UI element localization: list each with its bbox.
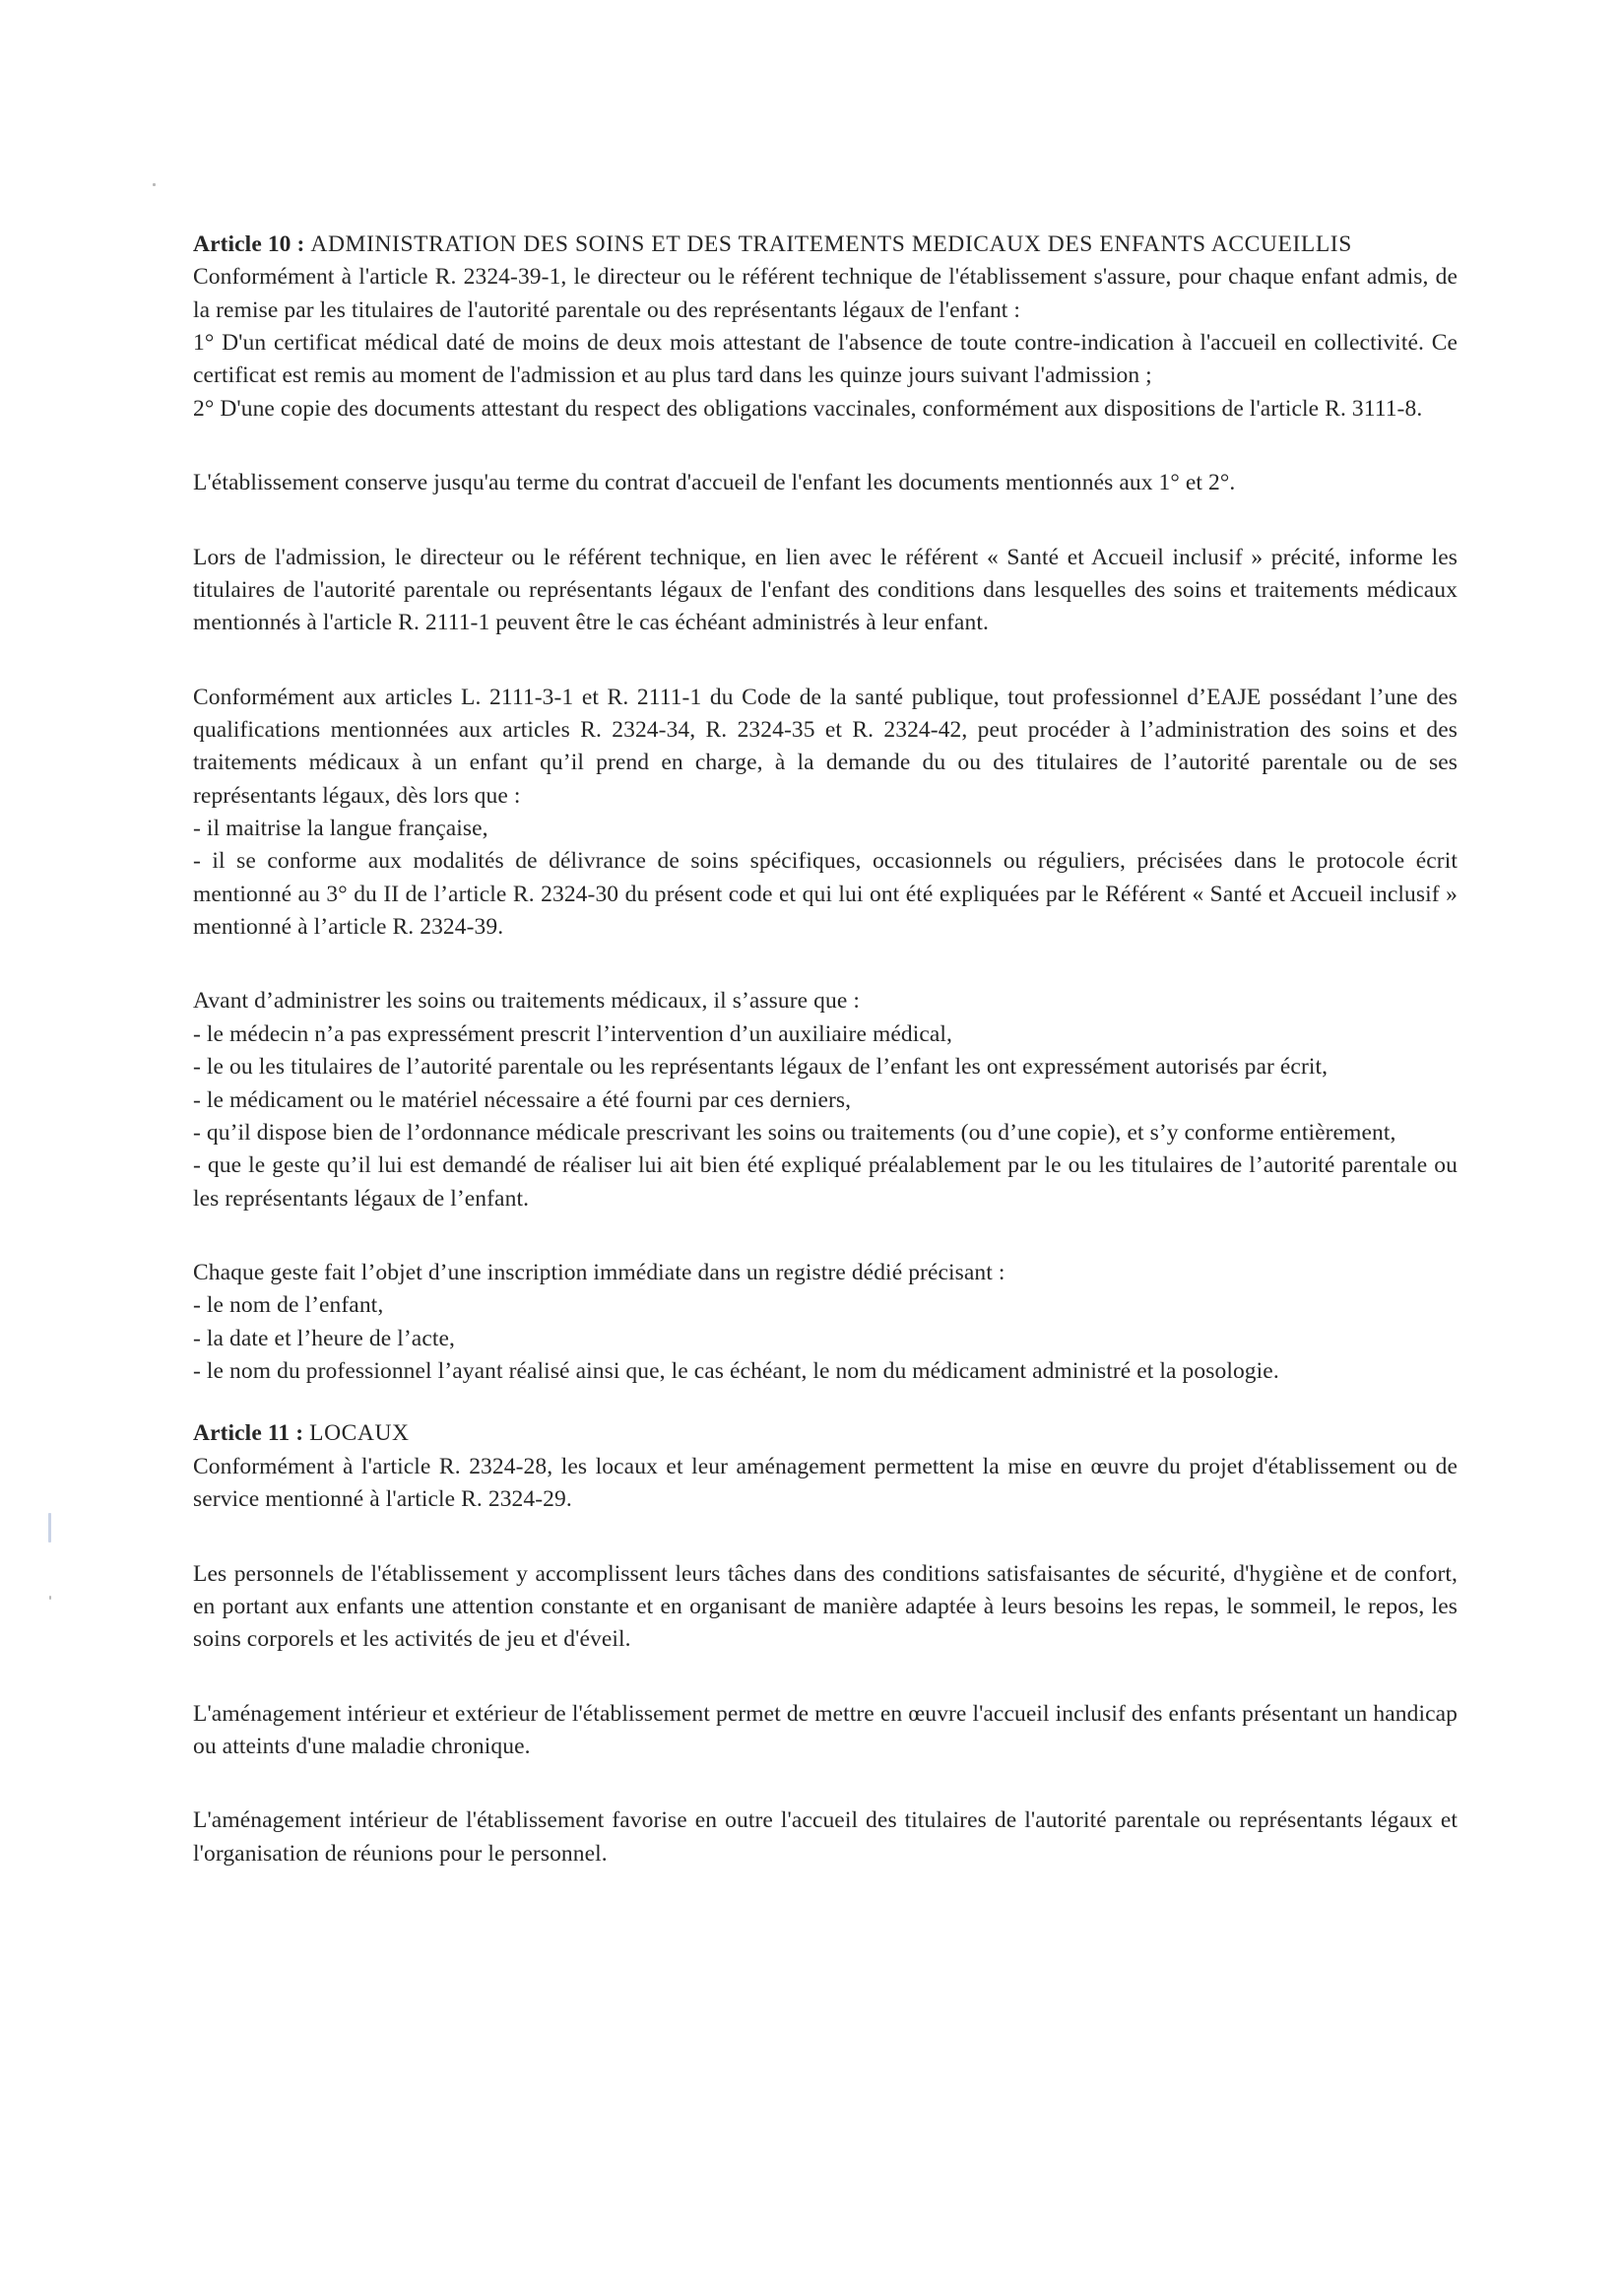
article-10-title: ADMINISTRATION DES SOINS ET DES TRAITEMENTS MEDICAUX DES ENFANTS ACCUEILLIS <box>310 231 1352 257</box>
article-10-paragraph-2: L'établissement conserve jusqu'au terme du contrat d'accueil de l'enfant les documents mentionnés aux 1° et 2°. <box>193 470 1236 496</box>
article-11-label: Article 11 : <box>193 1420 304 1447</box>
list-item: - qu’il dispose bien de l’ordonnance médicale prescrivant les soins ou traitements (ou d’une copie), et s’y conforme entièrement, <box>193 1119 1396 1146</box>
article-11-heading <box>193 1417 1458 1450</box>
list-item: - que le geste qu’il lui est demandé de réaliser lui ait bien été expliqué préalablement par le ou les titulaires de l’autorité parentale ou les représentants légaux de l’enfant. <box>193 1152 1458 1212</box>
list-item: - le médicament ou le matériel nécessaire a été fourni par ces derniers, <box>193 1086 852 1113</box>
list-item: - le ou les titulaires de l’autorité parentale ou les représentants légaux de l’enfant les ont expressément autorisés par écrit, <box>193 1054 1329 1081</box>
article-10-label: Article 10 : <box>193 231 305 257</box>
paragraph-intro: Conformément à l'article R. 2324-39-1, le directeur ou le référent technique de l'établissement s'assure, pour chaque enfant admis, de la remise par les titulaires de l'autorité parentale ou des représentants légaux de l'enfant : <box>193 264 1458 323</box>
article-10-heading <box>193 229 1458 261</box>
list-item: - le nom de l’enfant, <box>193 1292 384 1319</box>
paragraph-intro: Conformément aux articles L. 2111-3-1 et R. 2111-1 du Code de la santé publique, tout professionnel d’EAJE possédant l’une des qualifications mentionnées aux articles R. 2324-34, R. 2324-35 et R. 2324-42, peut procéder à l’administration des soins et des traitements médicaux à un enfant qu’il prend en charge, à la demande du ou des titulaires de l’autorité parentale ou de ses représentants légaux, dès lors que : <box>193 684 1458 809</box>
scan-artifact-small <box>49 1596 51 1600</box>
article-11-title: LOCAUX <box>309 1420 410 1447</box>
list-item: - le nom du professionnel l’ayant réalisé ainsi que, le cas échéant, le nom du médicament administré et la posologie. <box>193 1358 1279 1385</box>
list-item: - le médecin n’a pas expressément prescrit l’intervention d’un auxiliaire médical, <box>193 1020 952 1047</box>
scan-artifact-margin <box>48 1513 51 1542</box>
document-body <box>193 229 1458 1912</box>
scan-artifact-top <box>153 183 156 186</box>
article-11-paragraph-3: L'aménagement intérieur et extérieur de l'établissement permet de mettre en œuvre l'accueil inclusif des enfants présentant un handicap ou atteints d'une maladie chronique. <box>193 1700 1458 1759</box>
article-10-paragraph-5 <box>193 985 1458 1215</box>
list-item: - la date et l’heure de l’acte, <box>193 1325 456 1351</box>
list-item-certificat: 1° D'un certificat médical daté de moins de deux mois attestant de l'absence de toute contre-indication à l'accueil en collectivité. Ce certificat est remis au moment de l'admission et au plus tard dans les quinze jours suivant l'admission ; <box>193 330 1458 389</box>
article-11-paragraph-2: Les personnels de l'établissement y accomplissent leurs tâches dans des conditions satisfaisantes de sécurité, d'hygiène et de confort, en portant aux enfants une attention constante et en organisant de manière adaptée à leurs besoins les repas, le sommeil, le repos, les soins corporels et les activités de jeu et d'éveil. <box>193 1560 1458 1653</box>
list-item-vaccinations: 2° D'une copie des documents attestant du respect des obligations vaccinales, conformément aux dispositions de l'article R. 3111-8. <box>193 395 1423 422</box>
article-11-paragraph-4: L'aménagement intérieur de l'établissement favorise en outre l'accueil des titulaires de l'autorité parentale ou représentants légaux et l'organisation de réunions pour le personnel. <box>193 1807 1458 1867</box>
article-10-paragraph-1 <box>193 261 1458 426</box>
list-item: - il maitrise la langue française, <box>193 816 488 842</box>
paragraph-intro: Avant d’administrer les soins ou traitements médicaux, il s’assure que : <box>193 988 861 1015</box>
article-10-paragraph-3: Lors de l'admission, le directeur ou le référent technique, en lien avec le référent « Santé et Accueil inclusif » précité, informe les titulaires de l'autorité parentale ou représentants légaux de l'enfant des conditions dans lesquelles des soins et traitements médicaux mentionnés à l'article R. 2111-1 peuvent être le cas échéant administrés à leur enfant. <box>193 544 1458 636</box>
article-10-paragraph-6 <box>193 1257 1458 1388</box>
list-item: - il se conforme aux modalités de délivrance de soins spécifiques, occasionnels ou réguliers, précisées dans le protocole écrit mentionné au 3° du II de l’article R. 2324-30 du présent code et qui lui ont été expliquées par le Référent « Santé et Accueil inclusif » mentionné à l’article R. 2324-39. <box>193 848 1458 941</box>
article-10-paragraph-4 <box>193 682 1458 945</box>
paragraph-intro: Chaque geste fait l’objet d’une inscription immédiate dans un registre dédié précisant : <box>193 1259 1005 1285</box>
article-11-paragraph-1: Conformément à l'article R. 2324-28, les locaux et leur aménagement permettent la mise en œuvre du projet d'établissement ou de service mentionné à l'article R. 2324-29. <box>193 1453 1458 1513</box>
